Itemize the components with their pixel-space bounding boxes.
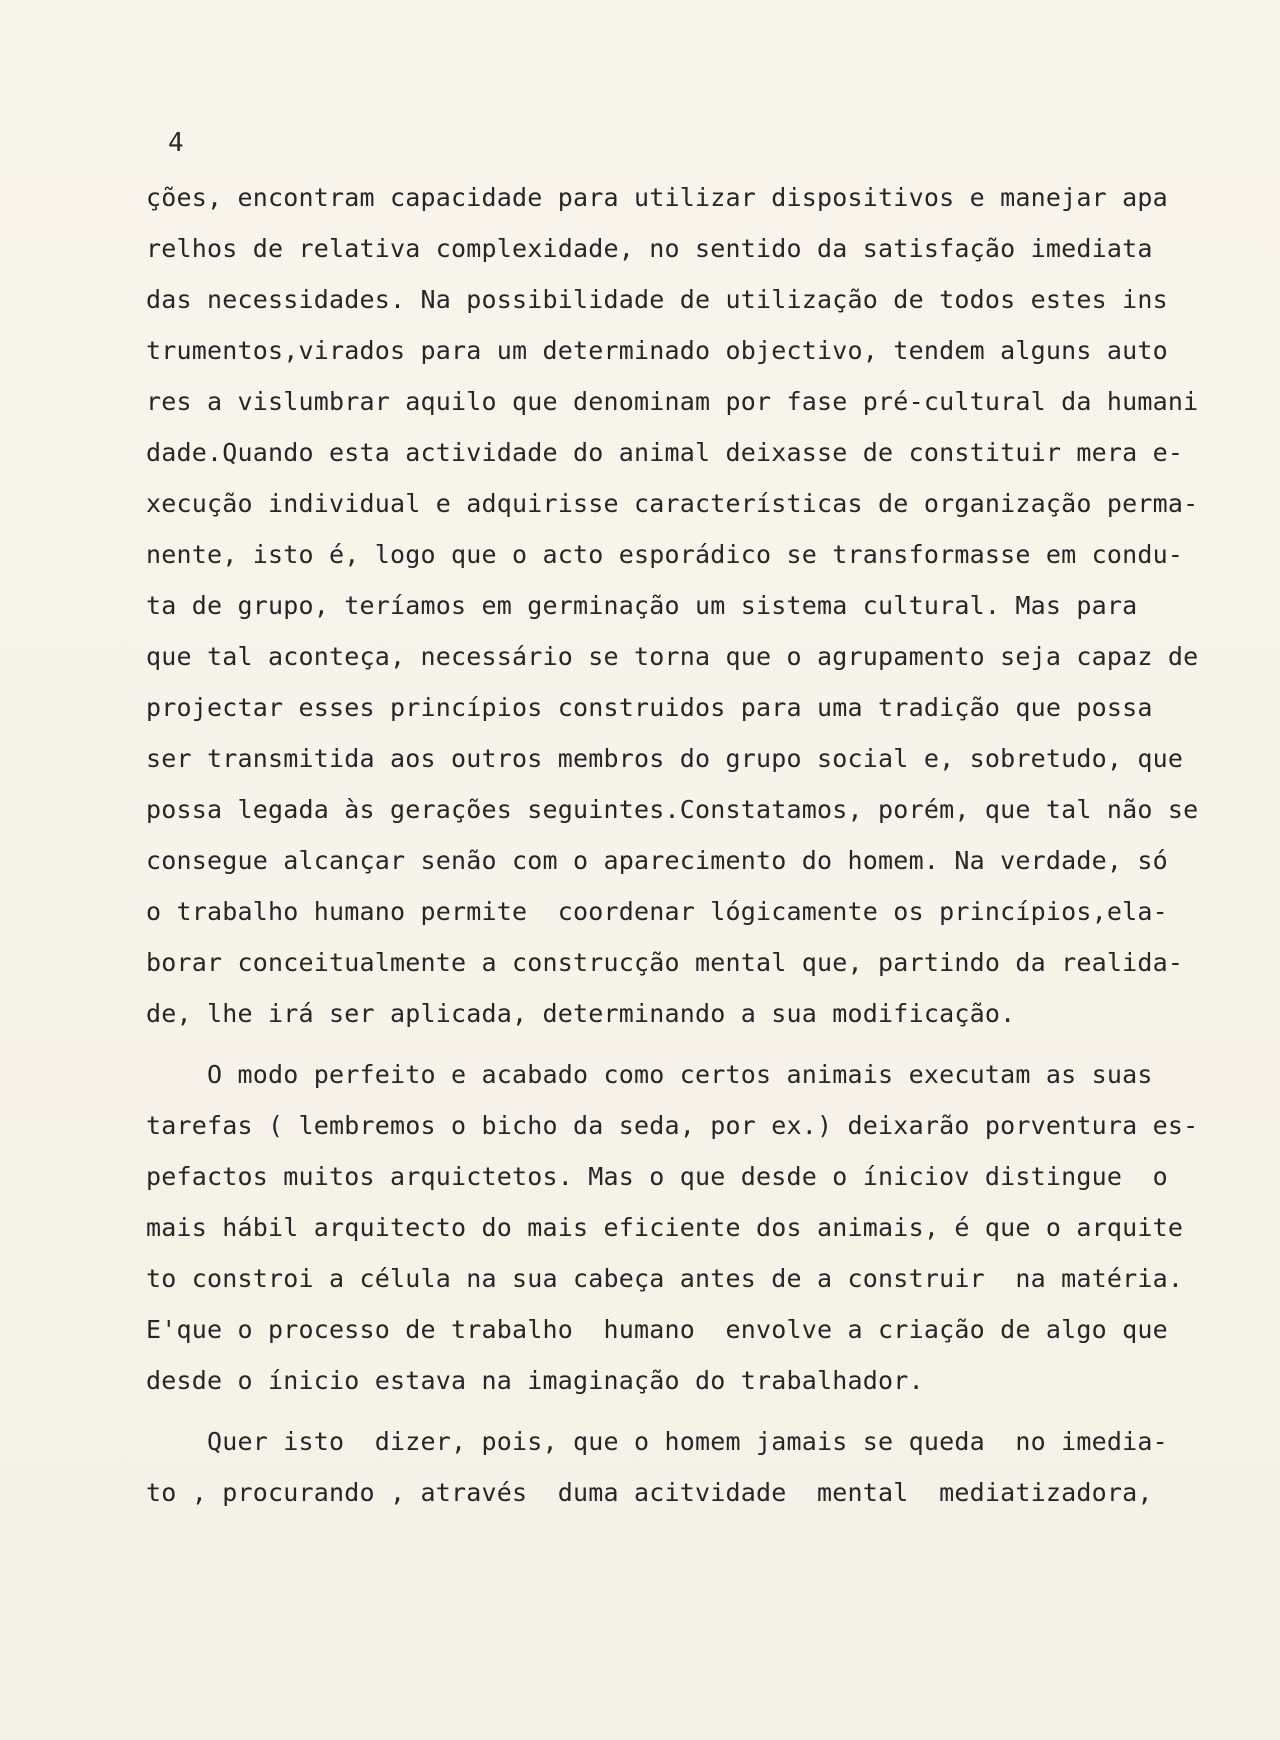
text-line: o trabalho humano permite coordenar lógicamente os princípios,ela- — [146, 897, 1168, 926]
text-line: projectar esses princípios construidos para uma tradição que possa — [146, 693, 1153, 722]
text-line: das necessidades. Na possibilidade de utilização de todos estes ins — [146, 285, 1168, 314]
text-line: trumentos,virados para um determinado objectivo, tendem alguns auto — [146, 336, 1168, 365]
text-line: borar conceitualmente a construcção mental que, partindo da realida- — [146, 948, 1184, 977]
text-line: to constroi a célula na sua cabeça antes de a construir na matéria. — [146, 1264, 1184, 1293]
text-line: mais hábil arquitecto do mais eficiente dos animais, é que o arquite — [146, 1213, 1184, 1242]
paragraph-2 — [146, 1049, 1226, 1406]
text-line: pefactos muitos arquictetos. Mas o que desde o íniciov distingue o — [146, 1162, 1168, 1191]
text-line: tarefas ( lembremos o bicho da seda, por ex.) deixarão porventura es- — [146, 1111, 1199, 1140]
text-line: ta de grupo, teríamos em germinação um sistema cultural. Mas para — [146, 591, 1138, 620]
page-number: 4 — [168, 128, 184, 158]
text-line: xecução individual e adquirisse características de organização perma- — [146, 489, 1199, 518]
text-line: Quer isto dizer, pois, que o homem jamais se queda no imedia- — [146, 1427, 1168, 1456]
text-line: que tal aconteça, necessário se torna que o agrupamento seja capaz de — [146, 642, 1199, 671]
text-line: E'que o processo de trabalho humano envolve a criação de algo que — [146, 1315, 1168, 1344]
text-line: de, lhe irá ser aplicada, determinando a sua modificação. — [146, 999, 1016, 1028]
paragraph-1 — [146, 172, 1226, 1039]
body-text — [146, 172, 1226, 1518]
text-line: possa legada às gerações seguintes.Constatamos, porém, que tal não se — [146, 795, 1199, 824]
text-line: dade.Quando esta actividade do animal deixasse de constituir mera e- — [146, 438, 1184, 467]
text-line: nente, isto é, logo que o acto esporádico se transformasse em condu- — [146, 540, 1184, 569]
text-line: consegue alcançar senão com o aparecimento do homem. Na verdade, só — [146, 846, 1168, 875]
text-line: res a vislumbrar aquilo que denominam por fase pré-cultural da humani — [146, 387, 1199, 416]
text-line: ser transmitida aos outros membros do grupo social e, sobretudo, que — [146, 744, 1184, 773]
text-line: to , procurando , através duma acitvidade mental mediatizadora, — [146, 1478, 1153, 1507]
text-line: O modo perfeito e acabado como certos animais executam as suas — [146, 1060, 1153, 1089]
text-line: desde o ínicio estava na imaginação do trabalhador. — [146, 1366, 924, 1395]
text-line: ções, encontram capacidade para utilizar dispositivos e manejar apa — [146, 183, 1168, 212]
text-line: relhos de relativa complexidade, no sentido da satisfação imediata — [146, 234, 1153, 263]
paragraph-3 — [146, 1416, 1226, 1518]
